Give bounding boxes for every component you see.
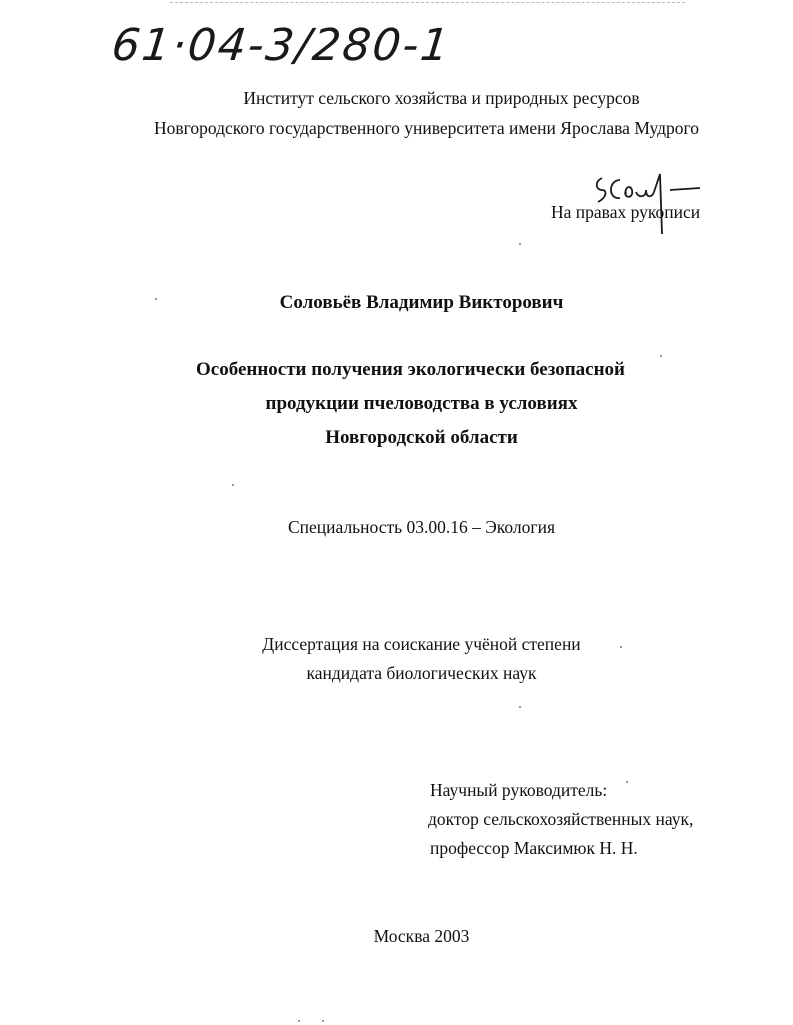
dissertation-line-2: кандидата биологических наук — [306, 663, 537, 683]
scan-speck — [232, 484, 234, 486]
scan-speck — [620, 646, 622, 648]
institute-line-1: Институт сельского хозяйства и природных ресурсов — [243, 88, 640, 108]
city-year: Москва 2003 — [373, 926, 470, 946]
scan-speck — [298, 1020, 300, 1022]
author-name: Соловьёв Владимир Викторович — [279, 292, 564, 313]
scan-speck — [519, 243, 521, 245]
title-line-1: Особенности получения экологически безопасной — [195, 359, 625, 380]
scan-speck — [660, 355, 662, 357]
title-line-3: Новгородской области — [325, 427, 518, 448]
specialty: Специальность 03.00.16 – Экология — [287, 517, 555, 537]
scan-speck — [155, 298, 157, 300]
supervisor-degree: доктор сельскохозяйственных наук, — [428, 809, 694, 829]
dissertation-line-1: Диссертация на соискание учёной степени — [262, 634, 581, 654]
scan-speck — [626, 781, 628, 783]
scan-speck — [322, 1020, 324, 1022]
institute-line-2: Новгородского государственного университета имени Ярослава Мудрого — [153, 118, 699, 138]
archive-stamp — [109, 8, 512, 88]
title-line-2: продукции пчеловодства в условиях — [265, 393, 578, 414]
supervisor-name: профессор Максимюк Н. Н. — [430, 838, 638, 858]
scan-speck — [519, 706, 521, 708]
top-edge-rule — [170, 2, 685, 3]
supervisor-label: Научный руководитель: — [430, 780, 608, 800]
manuscript-rights-note: На правах рукописи — [551, 202, 701, 222]
archive-stamp-text: 61·04-3/280-1 — [109, 20, 454, 71]
